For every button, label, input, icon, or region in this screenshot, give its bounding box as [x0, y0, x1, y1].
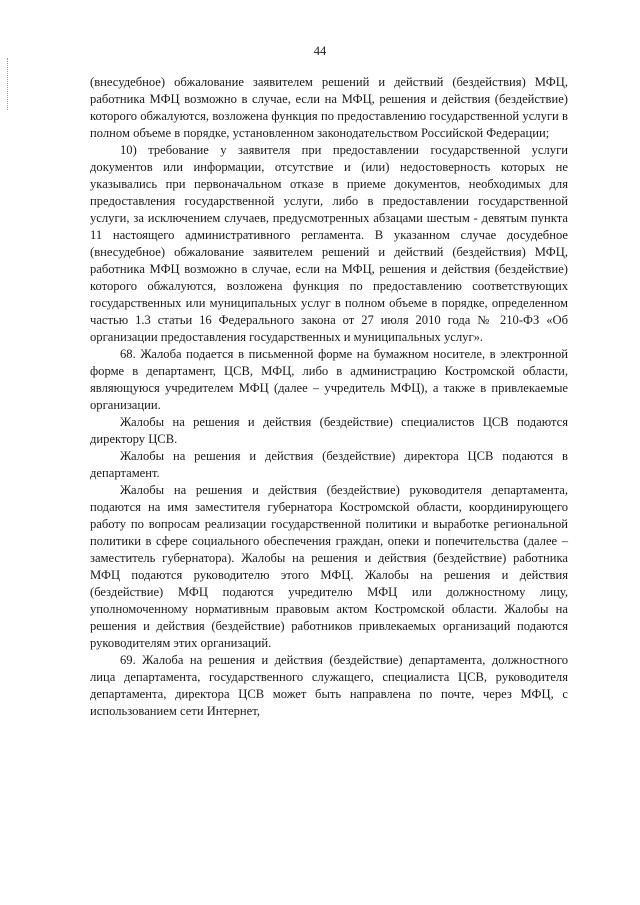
page-number: 44: [313, 44, 327, 58]
scan-margin-mark: [7, 58, 9, 110]
paragraph-department-head: Жалобы на решения и действия (бездействие) руководителя департамента, подаются на имя заместителя губернатора Костромской области, координирующего работу по вопросам реализации государственной политики и выработке региональной политики в сфере социального обеспечения граждан, опеки и попечительства (далее – заместитель губернатора). Жалобы на решения и действия (бездействие) работника МФЦ подаются руководителю этого МФЦ. Жалобы на решения и действия (бездействие) МФЦ подаются учредителю МФЦ или должностному лицу, уполномоченному нормативным правовым актом Костромской области. Жалобы на решения и действия (бездействие) работников привлекаемых организаций подаются руководителям этих организаций.: [90, 483, 568, 650]
paragraph-item-10: 10) требование у заявителя при предоставлении государственной услуги документов или информации, отсутствие и (или) недостоверность которых не указывались при первоначальном отказе в приеме документов, необходимых для предоставления государственной услуги, либо в предоставлении государственной услуги, за исключением случаев, предусмотренных абзацами шестым - девятым пункта 11 настоящего административного регламента. В указанном случае досудебное (внесудебное) обжалование заявителем решений и действий (бездействия) МФЦ, работника МФЦ возможно в случае, если на МФЦ, решения и действия (бездействие) которого обжалуются, возложена функция по предоставлению соответствующих государственных или муниципальных услуг в полном объеме в порядке, определенном частью 1.3 статьи 16 Федерального закона от 27 июля 2010 года № 210-ФЗ «Об организации предоставления государственных и муниципальных услуг».: [90, 143, 568, 344]
paragraph-csv-specialists: Жалобы на решения и действия (бездействие) специалистов ЦСВ подаются директору ЦСВ.: [90, 415, 568, 446]
paragraph-68: 68. Жалоба подается в письменной форме на бумажном носителе, в электронной форме в департамент, ЦСВ, МФЦ, либо в администрацию Костромской области, являющуюся учредителем МФЦ (далее – учредитель МФЦ), а также в привлекаемые организации.: [90, 347, 568, 412]
paragraph-csv-director: Жалобы на решения и действия (бездействие) директора ЦСВ подаются в департамент.: [90, 449, 568, 480]
document-body: [90, 74, 568, 720]
paragraph-69: 69. Жалоба на решения и действия (бездействие) департамента, должностного лица департамента, государственного служащего, специалиста ЦСВ, руководителя департамента, директора ЦСВ может быть направлена по почте, через МФЦ, с использованием сети Интернет,: [90, 653, 568, 718]
paragraph-continuation: (внесудебное) обжалование заявителем решений и действий (бездействия) МФЦ, работника МФЦ возможно в случае, если на МФЦ, решения и действия (бездействие) которого обжалуются, возложена функция по предоставлению государственной услуги в полном объеме в порядке, установленном законодательством Российской Федерации;: [90, 75, 568, 140]
